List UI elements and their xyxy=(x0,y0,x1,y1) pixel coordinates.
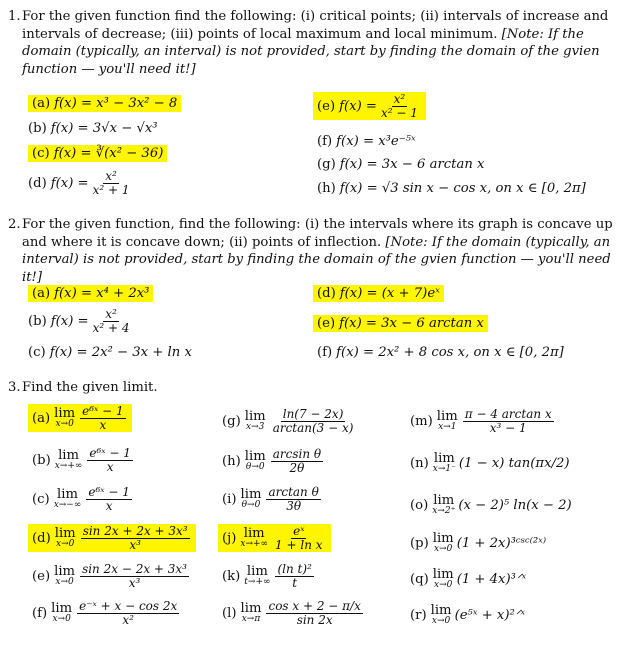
q1-item-f: (f) f(x) = x³e⁻⁵ˣ xyxy=(317,134,416,149)
q3-limit-j: (j) lim x→+∞ $\frac{\text{eˣ}}{\text{1 + ln x}}$ xyxy=(218,524,331,552)
q1-intro xyxy=(8,8,618,78)
q2-intro-text: For the given function, find the following: (i) the intervals where its graph is concave up and where it is concave down; (ii) points of inflection. xyxy=(22,217,613,250)
q2-item-a: (a) f(x) = x⁴ + 2x³ xyxy=(28,286,153,301)
q3-limit-c: (c) lim x→−∞ $\frac{\text{e⁶ˣ − 1}}{x}$ xyxy=(32,485,130,513)
q3-intro xyxy=(8,379,618,397)
q3-limit-n: (n) lim x→1⁻ (1 − x) tan(πx/2) xyxy=(410,451,570,475)
q2-number: 2. xyxy=(8,217,21,232)
q2-item-d: (d) f(x) = (x + 7)eˣ xyxy=(313,286,444,301)
q3-limit-f: (f) lim x→0 $\frac{\text{e⁻ˣ + x − cos 2x}}{\text{x²}}$ xyxy=(32,599,178,627)
q3-limit-h: (h) lim θ→0 $\frac{\text{arcsin θ}}{2\theta}$ xyxy=(222,447,322,475)
q2-note: [Note: If the domain (typically, an interval) is not provided, start by finding the domain of the gvien function — you'll need it!] xyxy=(22,234,611,285)
q1-item-b: (b) f(x) = 3√x − √x³ xyxy=(28,121,158,136)
q2-item-c: (c) f(x) = 2x² − 3x + ln x xyxy=(28,345,192,360)
q3-limit-q: (q) lim x→0 (1 + 4x)³ᐟˣ xyxy=(410,567,527,591)
q3-limit-p: (p) lim x→0 (1 + 2x)³ᶜˢᶜ⁽²ˣ⁾ xyxy=(410,531,547,555)
q3-limit-g: (g) lim x→3 $\frac{\ln(7 - 2x)}{\arctan(3 - x)}$ xyxy=(222,407,354,435)
q3-limit-b: (b) lim x→+∞ $\frac{\text{e⁶ˣ − 1}}{x}$ xyxy=(32,446,131,474)
q1-intro-text: For the given function find the following: (i) critical points; (ii) intervals of increase and intervals of decrease; (iii) points of local maximum and local minimum. xyxy=(22,9,609,42)
q1-item-d: (d) f(x) = $\frac{\text{x²}}{\text{x² + 1}}$ xyxy=(28,169,130,197)
q3-limit-l: (l) lim x→π $\frac{\text{cos x + 2 − π/x}}{\sin 2x}$ xyxy=(222,599,361,627)
q2-item-f: (f) f(x) = 2x² + 8 cos x, on x ∈ [0, 2π] xyxy=(317,345,564,360)
q2-intro xyxy=(8,216,618,286)
q1-note: [Note: If the domain (typically, an interval) is not provided, start by finding the domain of the gvien function — you'll need it!] xyxy=(22,26,600,77)
q2-item-b: (b) f(x) = $\frac{\text{x²}}{\text{x² + 4}}$ xyxy=(28,307,130,335)
q1-item-h: (h) f(x) = √3 sin x − cos x, on x ∈ [0, 2π] xyxy=(317,181,586,196)
q3-limit-a: (a) lim x→0 $\frac{\text{e⁶ˣ − 1}}{x}$ xyxy=(28,404,132,432)
q1-item-g: (g) f(x) = 3x − 6 arctan x xyxy=(317,157,485,172)
q3-limit-r: (r) lim x→0 (e⁵ˣ + x)²ᐟˣ xyxy=(410,603,526,627)
q3-intro-text: Find the given limit. xyxy=(22,380,158,395)
q1-number: 1. xyxy=(8,9,21,24)
q1-item-c: (c) f(x) = ∛(x² − 36) xyxy=(28,146,167,161)
q3-limit-k: (k) lim t→+∞ $\frac{\text{(ln t)²}}{t}$ xyxy=(222,562,312,590)
q3-limit-d: (d) lim x→0 $\frac{\text{sin 2x + 2x + 3x³}}{\text{x³}}$ xyxy=(28,524,196,552)
q2-item-e: (e) f(x) = 3x − 6 arctan x xyxy=(313,316,488,331)
q3-number: 3. xyxy=(8,380,21,395)
q3-limit-e: (e) lim x→0 $\frac{\text{sin 2x − 2x + 3x³}}{\text{x³}}$ xyxy=(32,562,187,590)
q1-item-e: (e) f(x) = $\frac{\text{x²}}{\text{x² − 1}}$ xyxy=(313,92,426,120)
q3-limit-i: (i) lim θ→0 $\frac{\text{arctan θ}}{3\theta}$ xyxy=(222,485,319,513)
q3-limit-o: (o) lim x→2⁺ (x − 2)⁵ ln(x − 2) xyxy=(410,493,572,517)
q3-limit-m: (m) lim x→1 $\frac{\text{π − 4 arctan x}}{\text{x³ − 1}}$ xyxy=(410,407,552,435)
q1-item-a: (a) f(x) = x³ − 3x² − 8 xyxy=(28,96,181,111)
